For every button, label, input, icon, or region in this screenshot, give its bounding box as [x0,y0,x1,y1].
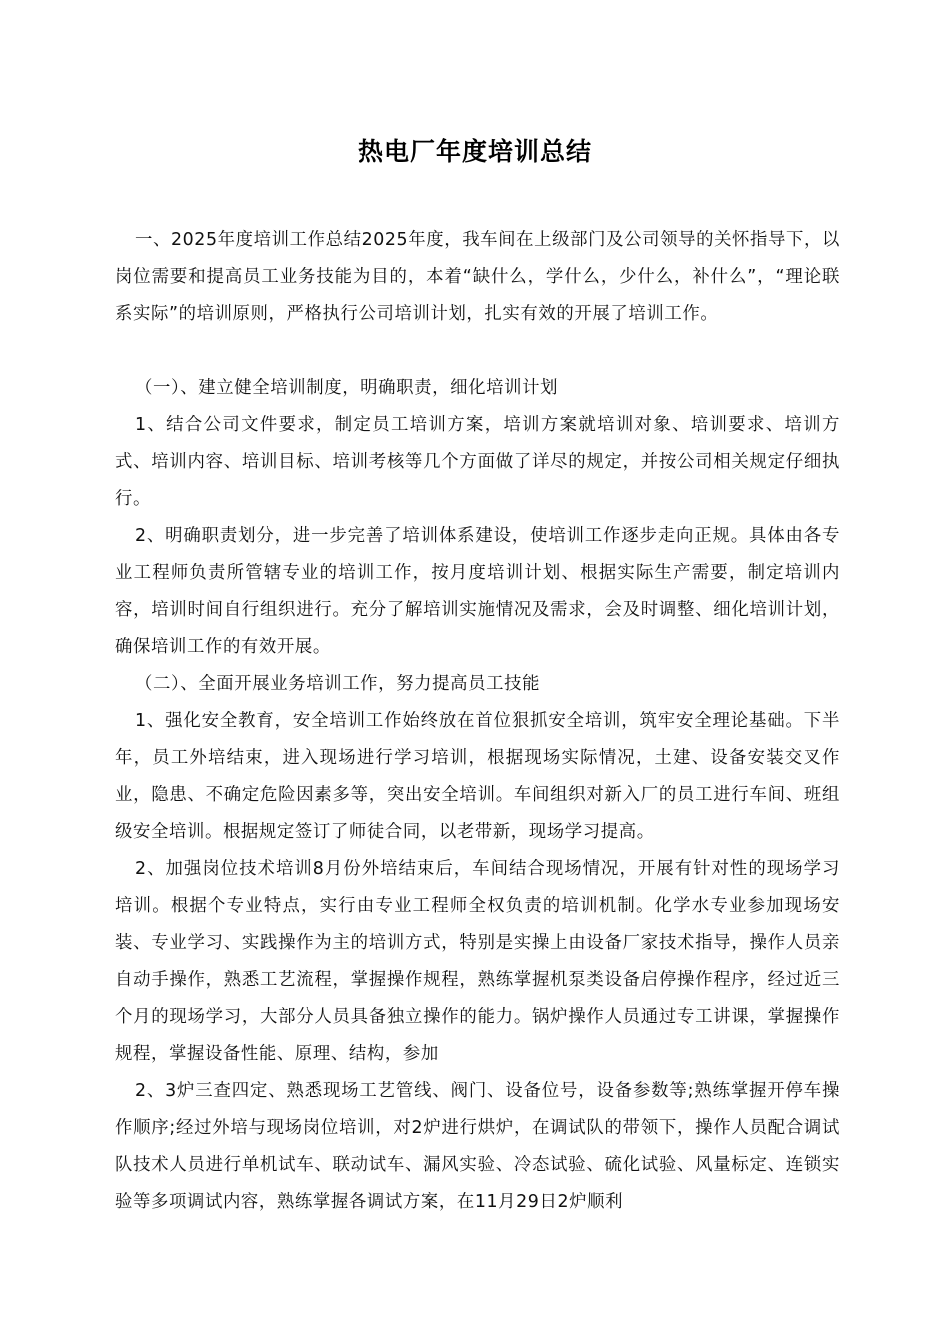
section-heading-1: （一）、建立健全培训制度，明确职责，细化培训计划 [135,378,559,398]
paragraph-2-2: 2、加强岗位技术培训8月份外培结束后，车间结合现场情况，开展有针对性的现场学习培训。根据个专业特点，实行由专业工程师全权负责的培训机制。化学水专业参加现场安装、专业学习、实践操作为主的培训方式，特别是实操上由设备厂家技术指导，操作人员亲自动手操作，熟悉工艺流程，掌握操作规程，熟练掌握机泵类设备启停操作程序，经过近三个月的现场学习，大部分人员具备独立操作的能力。锅炉操作人员通过专工讲课，掌握操作规程，掌握设备性能、原理、结构，参加 [115,859,840,1064]
document-title: 热电厂年度培训总结 [357,137,592,166]
paragraph-1-1: 1、结合公司文件要求，制定员工培训方案，培训方案就培训对象、培训要求、培训方式、培训内容、培训目标、培训考核等几个方面做了详尽的规定，并按公司相关规定仔细执行。 [115,415,840,509]
section-heading-2: （二）、全面开展业务培训工作，努力提高员工技能 [135,674,541,694]
paragraph-intro: 一、2025年度培训工作总结2025年度，我车间在上级部门及公司领导的关怀指导下，以岗位需要和提高员工业务技能为目的，本着“缺什么，学什么，少什么，补什么”，“理论联系实际”的培训原则，严格执行公司培训计划，扎实有效的开展了培训工作。 [115,230,841,324]
document-body [115,222,840,1221]
paragraph-1-2: 2、明确职责划分，进一步完善了培训体系建设，使培训工作逐步走向正规。具体由各专业工程师负责所管辖专业的培训工作，按月度培训计划、根据实际生产需要，制定培训内容，培训时间自行组织进行。充分了解培训实施情况及需求，会及时调整、细化培训计划，确保培训工作的有效开展。 [115,526,840,657]
paragraph-2-1: 1、强化安全教育，安全培训工作始终放在首位狠抓安全培训，筑牢安全理论基础。下半年，员工外培结束，进入现场进行学习培训，根据现场实际情况，土建、设备安装交叉作业，隐患、不确定危险因素多等，突出安全培训。车间组织对新入厂的员工进行车间、班组级安全培训。根据规定签订了师徒合同，以老带新，现场学习提高。 [115,711,840,842]
paragraph-2-3: 2、3炉三查四定、熟悉现场工艺管线、阀门、设备位号，设备参数等;熟练掌握开停车操作顺序;经过外培与现场岗位培训，对2炉进行烘炉，在调试队的带领下，操作人员配合调试队技术人员进行单机试车、联动试车、漏风实验、冷态试验、硫化试验、风量标定、连锁实验等多项调试内容，熟练掌握各调试方案，在11月29日2炉顺利 [115,1081,840,1212]
